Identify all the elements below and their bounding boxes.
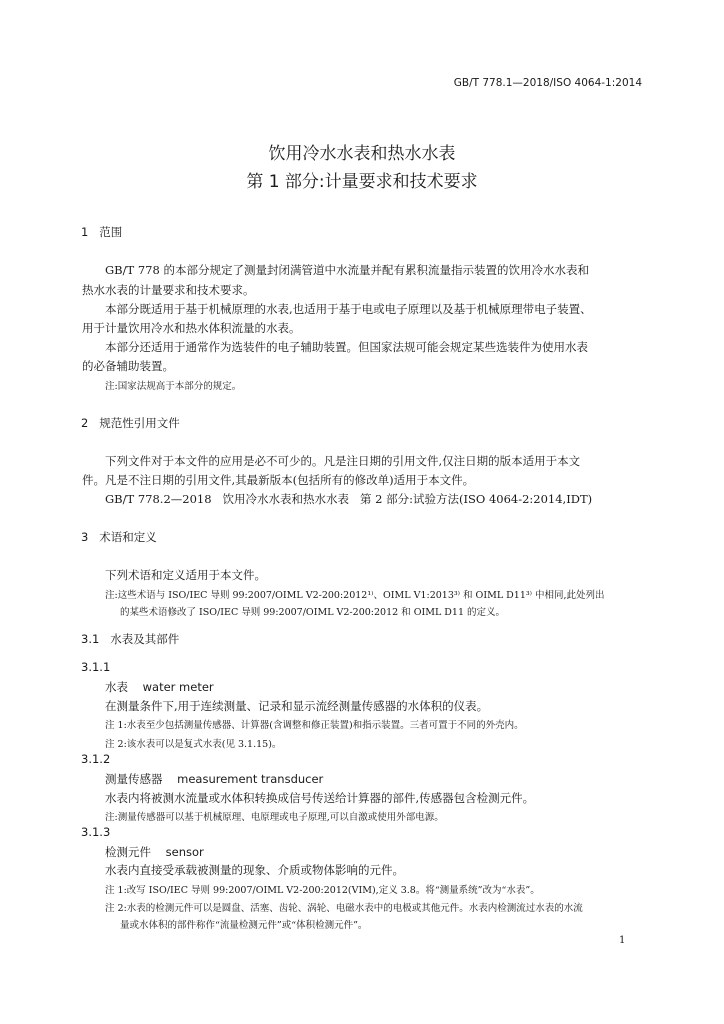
definition-measurement-transducer: 水表内将被测水流量或水体积转换成信号传送给计算器的部件,传感器包含检测元件。 — [105, 791, 535, 805]
s1-paragraph-1-line-2: 热水水表的计量要求和技术要求。 — [82, 283, 255, 297]
s1-paragraph-3-line-1: 本部分还适用于通常作为选装件的电子辅助装置。但国家法规可能会规定某些选装件为使用水表 — [105, 340, 588, 354]
sensor-note-2-line-2: 量或水体积的部件称作“流量检测元件”或“体积检测元件”。 — [120, 920, 368, 931]
clause-3-1-1-number: 3.1.1 — [81, 660, 111, 674]
water-meter-note-1: 注 1:水表至少包括测量传感器、计算器(含调整和修正装置)和指示装置。三者可置于不同的外壳内。 — [105, 720, 524, 731]
term-water-meter: 水表 water meter — [105, 680, 214, 694]
measurement-transducer-note: 注:测量传感器可以基于机械原理、电原理或电子原理,可以自激或使用外部电源。 — [105, 812, 444, 823]
sensor-note-2-line-1: 注 2:水表的检测元件可以是圆盘、活塞、齿轮、涡轮、电磁水表中的电极或其他元件。水表内检测流过水表的水流 — [105, 903, 583, 914]
s2-reference: GB/T 778.2—2018 饮用冷水水表和热水水表 第 2 部分:试验方法(ISO 4064-2:2014,IDT) — [105, 492, 593, 506]
s2-paragraph-line-2: 件。凡是不注日期的引用文件,其最新版本(包括所有的修改单)适用于本文件。 — [82, 473, 475, 487]
s2-paragraph-line-1: 下列文件对于本文件的应用是必不可少的。凡是注日期的引用文件,仅注日期的版本适用于本文 — [105, 454, 581, 468]
clause-3-1-2-number: 3.1.2 — [81, 752, 111, 766]
page-number: 1 — [619, 935, 626, 946]
s1-paragraph-3-line-2: 的必备辅助装置。 — [82, 359, 174, 373]
s1-paragraph-1-line-1: GB/T 778 的本部分规定了测量封闭满管道中水流量并配有累积流量指示装置的饮用冷水水表和 — [105, 263, 589, 277]
s1-paragraph-2-line-2: 用于计量饮用冷水和热水体积流量的水表。 — [82, 321, 301, 335]
s1-note: 注:国家法规高于本部分的规定。 — [105, 381, 242, 392]
sensor-note-1: 注 1:改写 ISO/IEC 导则 99:2007/OIML V2-200:2012(VIM),定义 3.8。将“测量系统”改为“水表”。 — [105, 885, 540, 896]
document-subtitle: 第 1 部分:计量要求和技术要求 — [246, 172, 478, 192]
term-sensor: 检测元件 sensor — [105, 845, 204, 859]
s3-note-line-1: 注:这些术语与 ISO/IEC 导则 99:2007/OIML V2-200:2012¹⁾、OIML V1:2013³⁾ 和 OIML D11³⁾ 中相同,此处列出 — [105, 590, 605, 601]
term-measurement-transducer: 测量传感器 measurement transducer — [105, 772, 324, 786]
s3-note-line-2: 的某些术语修改了 ISO/IEC 导则 99:2007/OIML V2-200:2012 和 OIML D11 的定义。 — [120, 607, 506, 618]
clause-3-1-3-number: 3.1.3 — [81, 825, 111, 839]
water-meter-note-2: 注 2:该水表可以是复式水表(见 3.1.15)。 — [105, 739, 282, 750]
document-title: 饮用冷水水表和热水水表 — [268, 144, 456, 164]
definition-sensor: 水表内直接受承载被测量的现象、介质或物体影响的元件。 — [105, 863, 404, 877]
section-1-heading: 1 范围 — [81, 225, 123, 239]
section-3-heading: 3 术语和定义 — [81, 530, 157, 544]
definition-water-meter: 在测量条件下,用于连续测量、记录和显示流经测量传感器的水体积的仪表。 — [105, 699, 489, 713]
standard-code: GB/T 778.1—2018/ISO 4064-1:2014 — [453, 77, 642, 89]
s3-paragraph: 下列术语和定义适用于本文件。 — [105, 568, 266, 582]
section-3-1-heading: 3.1 水表及其部件 — [81, 632, 180, 646]
s1-paragraph-2-line-1: 本部分既适用于基于机械原理的水表,也适用于基于电或电子原理以及基于机械原理带电子装置、 — [105, 302, 592, 316]
section-2-heading: 2 规范性引用文件 — [81, 416, 180, 430]
